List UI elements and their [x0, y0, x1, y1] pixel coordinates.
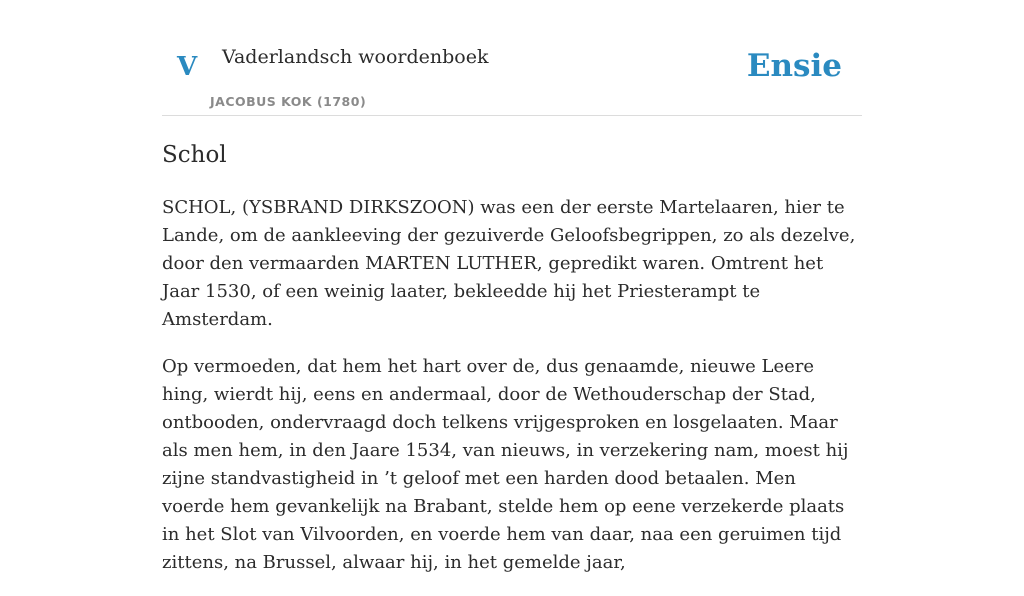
ensie-logo-link[interactable]: Ensie: [746, 48, 842, 84]
entry-title: Schol: [162, 142, 227, 168]
book-author: JACOBUS KOK (1780): [210, 94, 367, 109]
index-letter[interactable]: V: [177, 52, 198, 82]
entry-paragraph-2: Op vermoeden, dat hem het hart over de, dus genaamde, nieuwe Leere hing, wierdt hij, eens en andermaal, door de Wethouderschap der Stad, ontbooden, ondervraagd doch telkens vrijgesproken en losgelaaten. Maar als men hem, in den Jaare 1534, van nieuws, in verzekering nam, moest hij zijne standvastigheid in ’t geloof met een harden dood betaalen. Men voerde hem gevankelijk na Brabant, stelde hem op eene verzekerde plaats in het Slot van Vilvoorden, en voerde hem van daar, naa een geruimen tijd zittens, na Brussel, alwaar hij, in het gemelde jaar,: [162, 355, 849, 573]
page-container: [162, 0, 862, 596]
header: [162, 0, 862, 116]
book-title[interactable]: Vaderlandsch woordenboek: [222, 46, 489, 68]
entry-body: [162, 194, 862, 577]
entry-paragraph-1: SCHOL, (YSBRAND DIRKSZOON) was een der eerste Martelaaren, hier te Lande, om de aankleeving der gezuiverde Geloofsbegrippen, zo als dezelve, door den vermaarden MARTEN LUTHER, gepredikt waren. Omtrent het Jaar 1530, of een weinig laater, bekleedde hij het Priesterampt te Amsterdam.: [162, 196, 856, 330]
